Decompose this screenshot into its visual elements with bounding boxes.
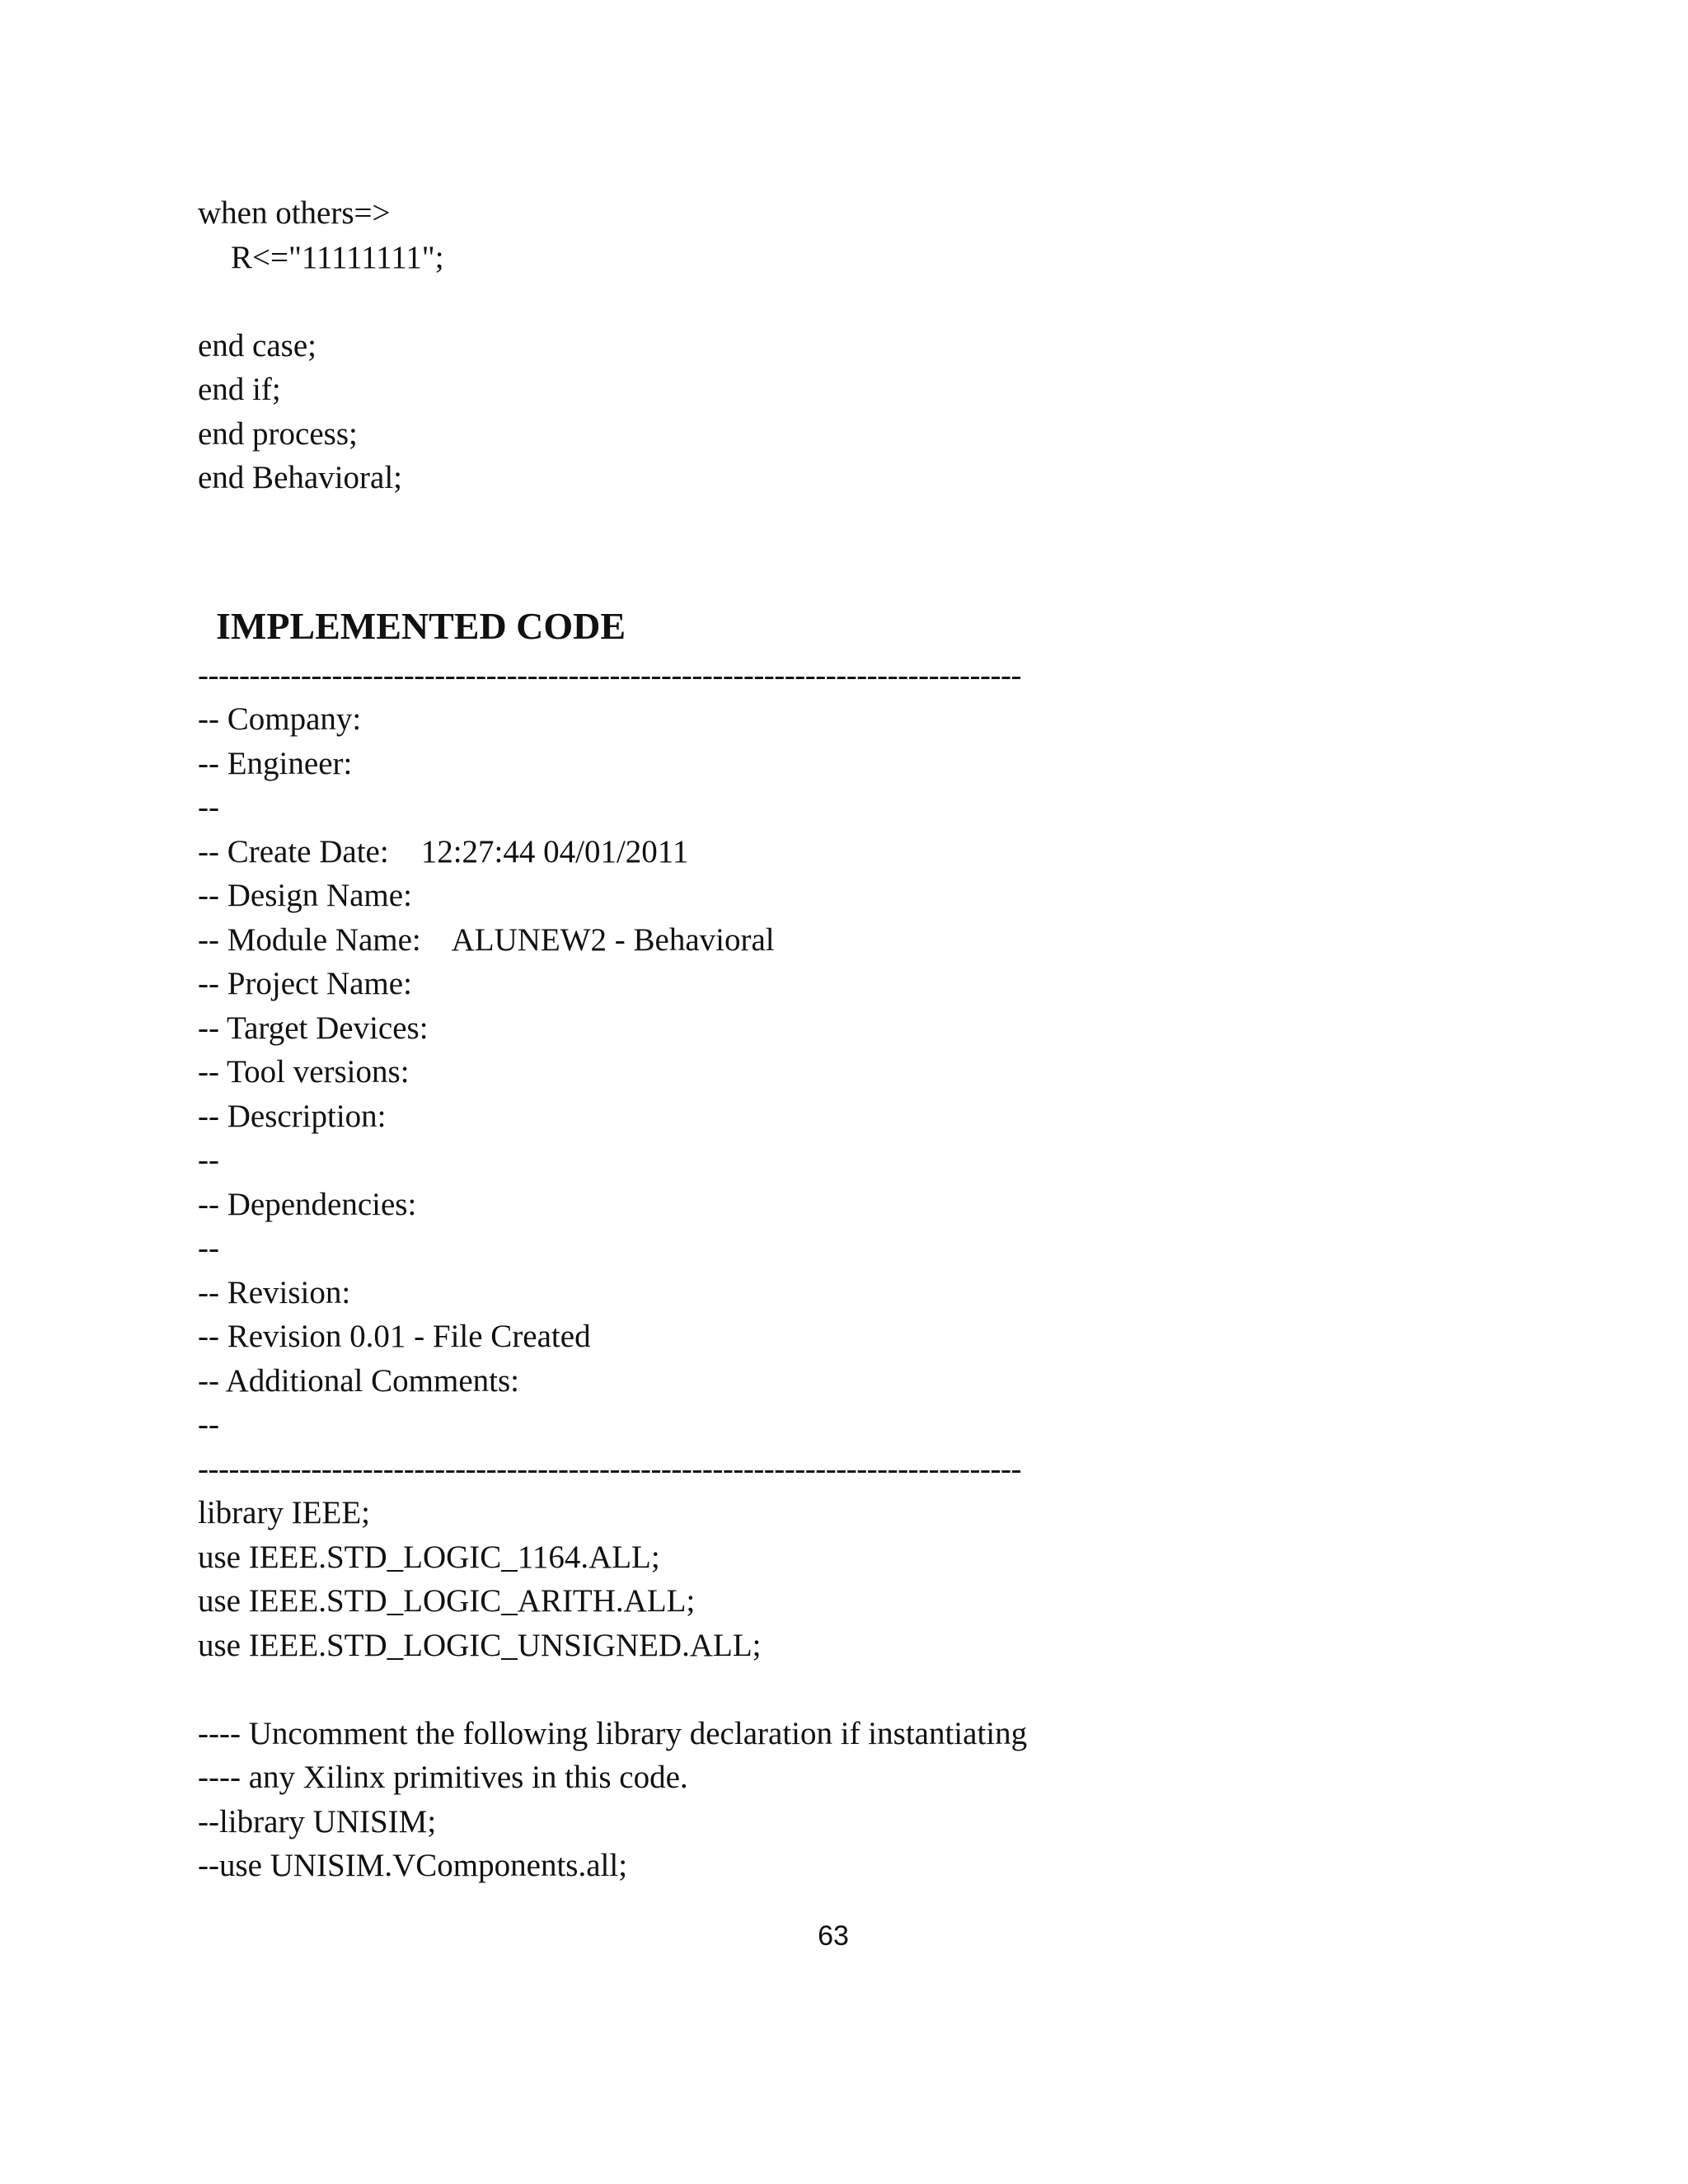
comment-line: -- bbox=[198, 1230, 219, 1266]
comment-line: -- Tool versions: bbox=[198, 1054, 410, 1090]
code-line: end if; bbox=[198, 372, 281, 407]
code-line: use IEEE.STD_LOGIC_1164.ALL; bbox=[198, 1540, 660, 1575]
comment-line: -- Description: bbox=[198, 1099, 387, 1134]
comment-line: -- Create Date: 12:27:44 04/01/2011 bbox=[198, 834, 689, 869]
code-line: use IEEE.STD_LOGIC_UNSIGNED.ALL; bbox=[198, 1628, 762, 1663]
code-line: when others=> bbox=[198, 195, 391, 231]
comment-line: -- Project Name: bbox=[198, 966, 412, 1001]
section-heading: IMPLEMENTED CODE bbox=[216, 605, 626, 647]
comment-line: ---- any Xilinx primitives in this code. bbox=[198, 1760, 688, 1795]
comment-line: -- Revision 0.01 - File Created bbox=[198, 1319, 591, 1354]
code-line: use IEEE.STD_LOGIC_ARITH.ALL; bbox=[198, 1583, 696, 1619]
comment-line: -- Company: bbox=[198, 701, 362, 737]
code-line: R<="11111111"; bbox=[231, 240, 444, 275]
comment-line: -- bbox=[198, 790, 219, 825]
comment-line: -- bbox=[198, 1142, 219, 1178]
comment-line: -- Design Name: bbox=[198, 878, 412, 913]
code-line: end case; bbox=[198, 328, 317, 363]
comment-line: -- Target Devices: bbox=[198, 1010, 429, 1046]
comment-line: ---- Uncomment the following library declaration if instantiating bbox=[198, 1716, 1028, 1751]
code-line: end process; bbox=[198, 416, 358, 452]
comment-line: -- Module Name: ALUNEW2 - Behavioral bbox=[198, 922, 775, 958]
comment-rule-top: -------------------------------------------------------------------------------- bbox=[198, 658, 1021, 693]
code-line: library IEEE; bbox=[198, 1495, 370, 1530]
comment-line: --library UNISIM; bbox=[198, 1804, 437, 1840]
comment-line: -- bbox=[198, 1407, 219, 1442]
comment-line: -- Additional Comments: bbox=[198, 1363, 519, 1399]
comment-line: -- Engineer: bbox=[198, 746, 353, 781]
comment-line: -- Dependencies: bbox=[198, 1187, 417, 1222]
page-number: 63 bbox=[818, 1920, 849, 1952]
comment-line: -- Revision: bbox=[198, 1275, 351, 1310]
comment-line: --use UNISIM.VComponents.all; bbox=[198, 1848, 628, 1883]
comment-rule-bottom: -------------------------------------------------------------------------------- bbox=[198, 1451, 1021, 1487]
code-line: end Behavioral; bbox=[198, 460, 402, 495]
